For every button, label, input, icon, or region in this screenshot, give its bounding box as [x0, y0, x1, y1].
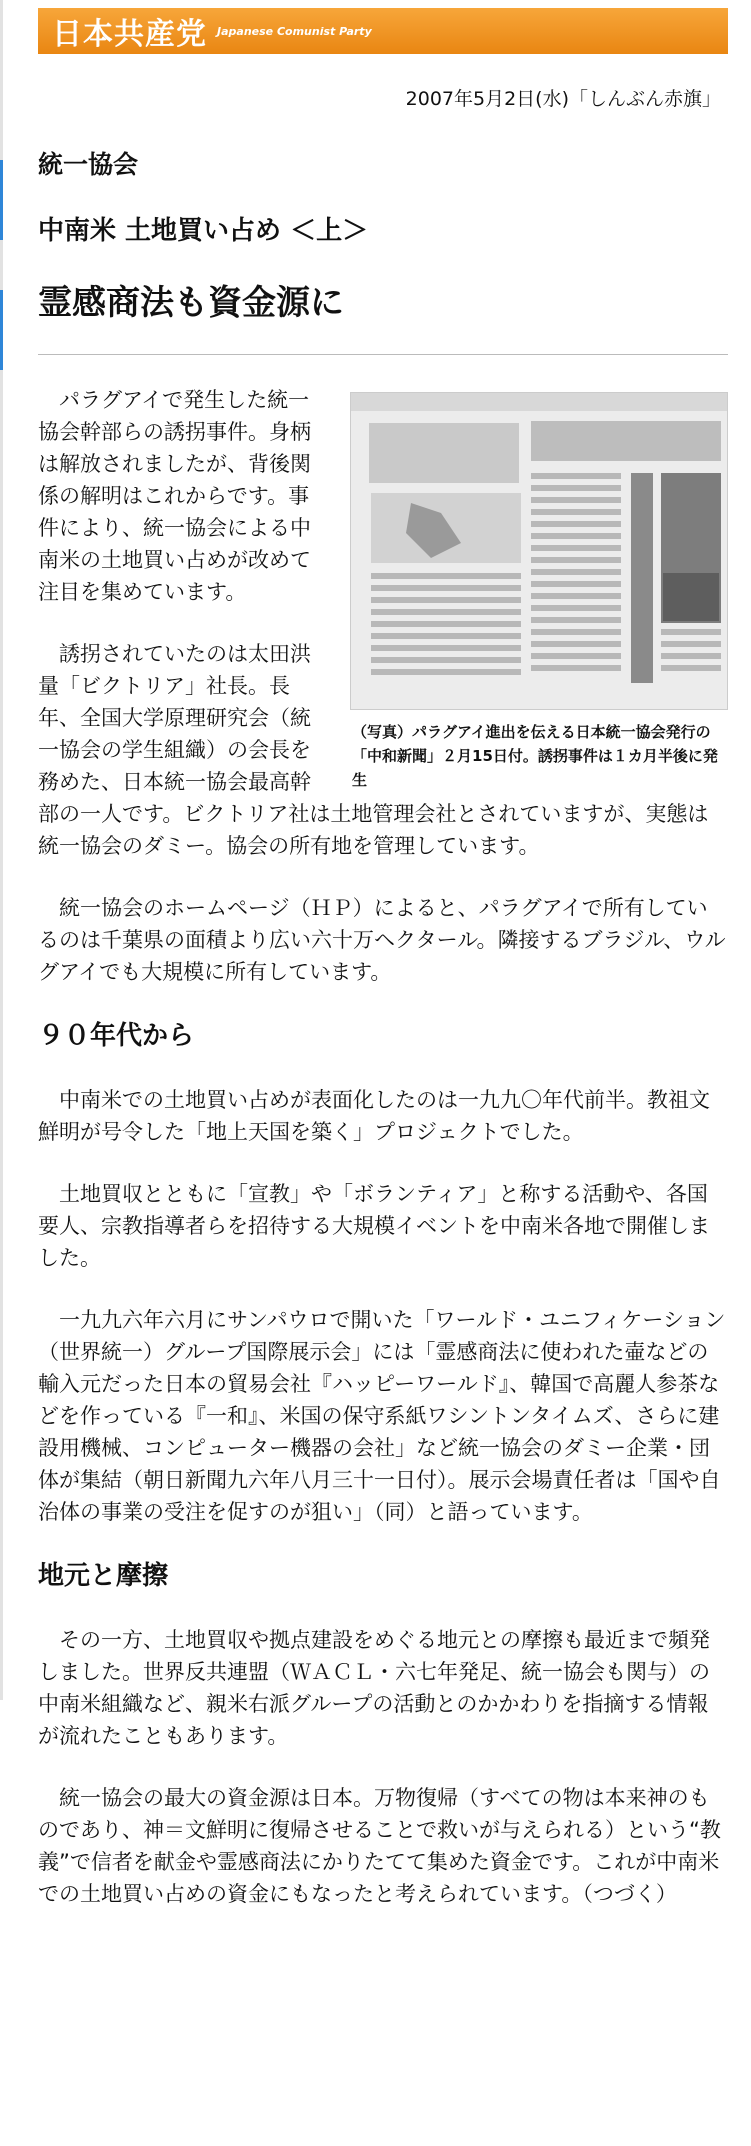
- article-paragraph: 統一協会のホームページ（ＨＰ）によると、パラグアイで所有しているのは千葉県の面積より広い六十万ヘクタール。隣接するブラジル、ウルグアイでも大規模に所有しています。: [38, 896, 726, 984]
- article-subtitle: 中南米 土地買い占め ＜上＞: [38, 216, 369, 246]
- left-accent-bar: [0, 160, 3, 240]
- article-paragraph: 誘拐されていたのは太田洪量「ビクトリア」社長。長年、全国大学原理研究会（統一協会の学生組織）の会長を務めた、日本統一協会最高幹部の一人です。ビクトリア社は土地管理会社とされていますが、実態は統一協会のダミー。協会の所有地を管理しています。: [38, 642, 709, 858]
- article-paragraph: パラグアイで発生した統一協会幹部らの誘拐事件。身柄は解放されましたが、背後関係の解明はこれからです。事件により、統一協会による中南米の土地買い占めが改めて注目を集めています。: [38, 388, 311, 604]
- article-paragraph: その一方、土地買収や拠点建設をめぐる地元との摩擦も最近まで頻発しました。世界反共連盟（ＷＡＣＬ・六七年発足、統一協会も関与）の中南米組織など、親米右派グループの活動とのかかわりを指摘する情報が流れたこともあります。: [38, 1628, 710, 1748]
- article-paragraph: 統一協会の最大の資金源は日本。万物復帰（すべての物は本来神のものであり、神＝文鮮明に復帰させることで救いが与えられる）という“教義”で信者を献金や霊感商法にかりたてて集めた資金です。これが中南米での土地買い占めの資金にもなったと考えられています。（つづく）: [38, 1786, 721, 1906]
- section-heading: 地元と摩擦: [38, 1561, 169, 1591]
- left-accent-bar: [0, 290, 3, 370]
- article-paragraph: 土地買収とともに「宣教」や「ボランティア」と称する活動や、各国要人、宗教指導者らを招待する大規模イベントを中南米各地で開催しました。: [38, 1182, 710, 1270]
- newspaper-clipping-image: [351, 393, 727, 709]
- section-heading: ９０年代から: [38, 1021, 195, 1051]
- article-paragraph: 中南米での土地買い占めが表面化したのは一九九〇年代前半。教祖文鮮明が号令した「地上天国を築く」プロジェクトでした。: [38, 1088, 710, 1144]
- site-logo-subtitle: Japanese Comunist Party: [217, 24, 372, 38]
- left-margin-rule: [0, 0, 3, 1700]
- headline-divider: [38, 354, 728, 355]
- article-paragraph: 一九九六年六月にサンパウロで開いた「ワールド・ユニフィケーション（世界統一）グループ国際展示会」には「霊感商法に使われた壷などの輸入元だった日本の貿易会社『ハッピーワールド』、韓国で高麗人参茶などを作っている『一和』、米国の保守系紙ワシントンタイムズ、さらに建設用機械、コンピューター機器の会社」など統一協会のダミー企業・団体が集結（朝日新聞九六年八月三十一日付）。展示会場責任者は「国や自治体の事業の受注を促すのが狙い」（同）と語っています。: [38, 1308, 726, 1524]
- article-body: [38, 384, 728, 1940]
- article-dateline: 2007年5月2日(水)「しんぶん赤旗」: [405, 88, 721, 110]
- newspaper-clipping-photo: [350, 392, 728, 710]
- site-logo[interactable]: 日本共産党: [52, 17, 207, 52]
- article-headline: 霊感商法も資金源に: [38, 283, 344, 323]
- site-header-banner[interactable]: [38, 8, 728, 54]
- article-figure: [350, 392, 728, 792]
- article-category: 統一協会: [38, 150, 139, 179]
- figure-caption: （写真）パラグアイ進出を伝える日本統一協会発行の「中和新聞」２月15日付。誘拐事件は１カ月半後に発生: [352, 723, 718, 789]
